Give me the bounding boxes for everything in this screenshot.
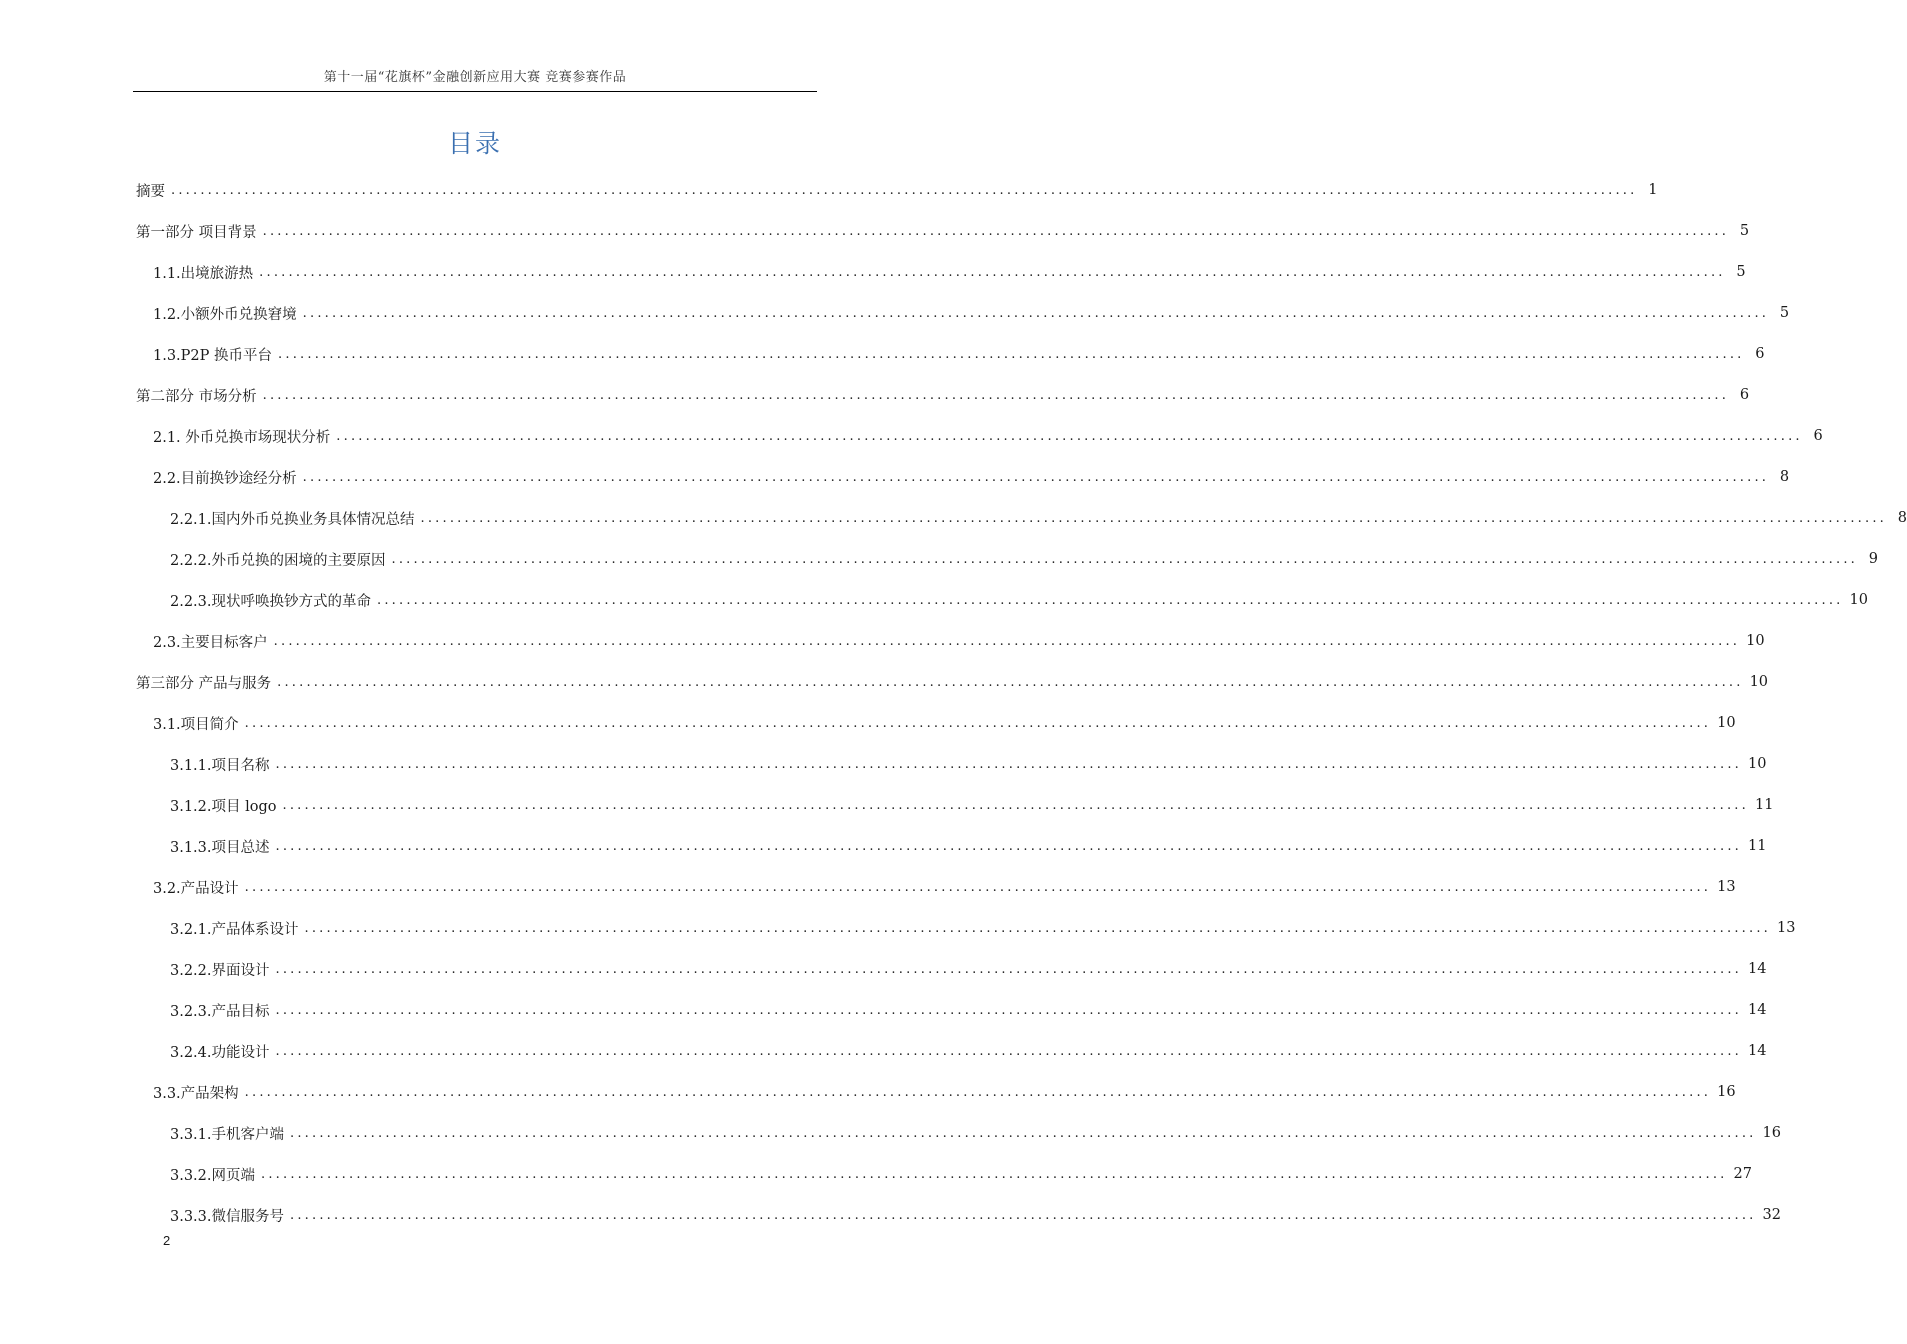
toc-entry-label: 1.2.小额外币兑换窘境 (153, 306, 297, 323)
dot-leader: ........................................................................................................................................................................................................ (290, 1207, 1757, 1223)
toc-entry-label: 2.2.1.国内外币兑换业务具体情况总结 (170, 511, 415, 528)
toc-entry-page: 14 (1747, 961, 1767, 977)
dot-leader: ........................................................................................................................................................................................................ (244, 879, 1712, 895)
toc-entry-page: 10 (1746, 633, 1765, 649)
toc-entry-page: 13 (1776, 920, 1796, 936)
toc-entry-label: 2.3.主要目标客户 (153, 634, 268, 651)
toc-entry-page: 27 (1733, 1166, 1752, 1182)
dot-leader: ........................................................................................................................................................................................................ (171, 182, 1638, 198)
page-header: 第十一届“花旗杯”金融创新应用大赛 竞赛参赛作品 (323, 70, 627, 85)
dot-leader: ........................................................................................................................................................................................................ (275, 1043, 1742, 1059)
toc-entry[interactable] (153, 457, 1790, 497)
header-divider (133, 91, 817, 92)
toc-entry[interactable] (136, 211, 1750, 251)
toc-entry[interactable] (136, 662, 1769, 702)
toc-entry[interactable] (170, 826, 1767, 866)
dot-leader: ........................................................................................................................................................................................................ (244, 1084, 1712, 1100)
toc-entry-label: 3.2.产品设计 (153, 880, 239, 897)
toc-entry-page: 8 (1897, 510, 1907, 526)
dot-leader: ........................................................................................................................................................................................................ (282, 797, 1749, 813)
toc-entry-page: 10 (1717, 715, 1736, 731)
toc-entry[interactable] (153, 1072, 1736, 1112)
toc-entry[interactable] (153, 293, 1790, 333)
toc-entry-label: 3.1.3.项目总述 (170, 839, 270, 856)
toc-entry-label: 1.1.出境旅游热 (153, 265, 254, 282)
toc-entry-page: 6 (1739, 387, 1750, 403)
toc-entry[interactable] (153, 703, 1736, 743)
dot-leader: ........................................................................................................................................................................................................ (302, 469, 1770, 485)
toc-entry-page: 14 (1747, 1043, 1767, 1059)
toc-entry-page: 32 (1762, 1207, 1781, 1223)
dot-leader: ........................................................................................................................................................................................................ (336, 428, 1803, 444)
dot-leader: ........................................................................................................................................................................................................ (259, 264, 1726, 280)
toc-entry-label: 2.1. 外币兑换市场现状分析 (153, 429, 331, 446)
toc-entry[interactable] (170, 744, 1767, 784)
dot-leader: ........................................................................................................................................................................................................ (277, 674, 1744, 690)
toc-entry-label: 3.3.产品架构 (153, 1085, 239, 1102)
toc-entry-label: 第三部分 产品与服务 (136, 675, 272, 692)
toc-entry-label: 3.1.项目简介 (153, 716, 239, 733)
toc-entry[interactable] (153, 334, 1765, 374)
toc-entry-page: 11 (1747, 838, 1767, 854)
toc-entry[interactable] (153, 416, 1823, 456)
toc-entry-page: 6 (1813, 428, 1823, 444)
toc-entry-page: 16 (1717, 1084, 1736, 1100)
toc-entry-label: 2.2.3.现状呼唤换钞方式的革命 (170, 593, 372, 610)
toc-entry-page: 10 (1749, 674, 1769, 690)
toc-entry[interactable] (170, 498, 1907, 538)
toc-entry[interactable] (170, 908, 1796, 948)
dot-leader: ........................................................................................................................................................................................................ (302, 305, 1770, 321)
dot-leader: ........................................................................................................................................................................................................ (275, 756, 1742, 772)
dot-leader: ........................................................................................................................................................................................................ (377, 592, 1844, 608)
toc-entry[interactable] (170, 1031, 1767, 1071)
dot-leader: ........................................................................................................................................................................................................ (273, 633, 1741, 649)
dot-leader: ........................................................................................................................................................................................................ (262, 223, 1730, 239)
toc-entry[interactable] (170, 539, 1878, 579)
dot-leader: ........................................................................................................................................................................................................ (304, 920, 1771, 936)
toc-entry[interactable] (170, 949, 1767, 989)
toc-entry-label: 3.2.2.界面设计 (170, 962, 270, 979)
toc-entry-label: 3.2.4.功能设计 (170, 1044, 270, 1061)
toc-entry[interactable] (170, 580, 1868, 620)
toc-entry-page: 10 (1747, 756, 1767, 772)
toc-entry-page: 6 (1755, 346, 1765, 362)
toc-entry-label: 3.3.3.微信服务号 (170, 1208, 285, 1225)
toc-entry[interactable] (170, 1113, 1781, 1153)
toc-entry-page: 13 (1717, 879, 1736, 895)
toc-entry-label: 3.3.2.网页端 (170, 1167, 256, 1184)
toc-entry-page: 5 (1739, 223, 1750, 239)
toc-entry-page: 16 (1762, 1125, 1781, 1141)
toc-entry[interactable] (153, 252, 1746, 292)
toc-entry-page: 14 (1747, 1002, 1767, 1018)
toc-entry[interactable] (170, 990, 1767, 1030)
toc-entry[interactable] (153, 621, 1765, 661)
toc-title: 目录 (447, 129, 502, 158)
toc-entry-page: 5 (1736, 264, 1746, 280)
toc-entry[interactable] (170, 1154, 1752, 1194)
dot-leader: ........................................................................................................................................................................................................ (278, 346, 1745, 362)
dot-leader: ........................................................................................................................................................................................................ (391, 551, 1858, 567)
toc-entry-label: 第一部分 项目背景 (136, 224, 257, 241)
dot-leader: ........................................................................................................................................................................................................ (275, 1002, 1742, 1018)
dot-leader: ........................................................................................................................................................................................................ (262, 387, 1730, 403)
dot-leader: ........................................................................................................................................................................................................ (244, 715, 1712, 731)
toc-entry-label: 1.3.P2P 换币平台 (153, 347, 273, 364)
toc-entry-page: 10 (1849, 592, 1868, 608)
toc-entry-label: 3.3.1.手机客户端 (170, 1126, 285, 1143)
toc-entry[interactable] (136, 375, 1750, 415)
dot-leader: ........................................................................................................................................................................................................ (275, 838, 1742, 854)
dot-leader: ........................................................................................................................................................................................................ (261, 1166, 1728, 1182)
toc-entry[interactable] (136, 170, 1658, 210)
toc-entry-label: 3.1.1.项目名称 (170, 757, 270, 774)
toc-entry-label: 3.2.1.产品体系设计 (170, 921, 299, 938)
toc-entry-label: 2.2.目前换钞途经分析 (153, 470, 297, 487)
toc-entry-label: 3.2.3.产品目标 (170, 1003, 270, 1020)
page-number: 2 (163, 1233, 171, 1248)
toc-entry-page: 1 (1648, 182, 1658, 198)
toc-entry-page: 8 (1779, 469, 1790, 485)
toc-entry-label: 摘要 (136, 183, 165, 200)
dot-leader: ........................................................................................................................................................................................................ (290, 1125, 1757, 1141)
toc-entry[interactable] (170, 785, 1774, 825)
toc-entry-label: 第二部分 市场分析 (136, 388, 257, 405)
toc-entry[interactable] (170, 1195, 1781, 1235)
dot-leader: ........................................................................................................................................................................................................ (275, 961, 1742, 977)
toc-entry-page: 11 (1754, 797, 1774, 813)
toc-entry-page: 9 (1868, 551, 1878, 567)
toc-entry[interactable] (153, 867, 1736, 907)
toc-entry-page: 5 (1779, 305, 1790, 321)
dot-leader: ........................................................................................................................................................................................................ (420, 510, 1887, 526)
toc-entry-label: 2.2.2.外币兑换的困境的主要原因 (170, 552, 386, 569)
toc-entry-label: 3.1.2.项目 logo (170, 798, 277, 815)
